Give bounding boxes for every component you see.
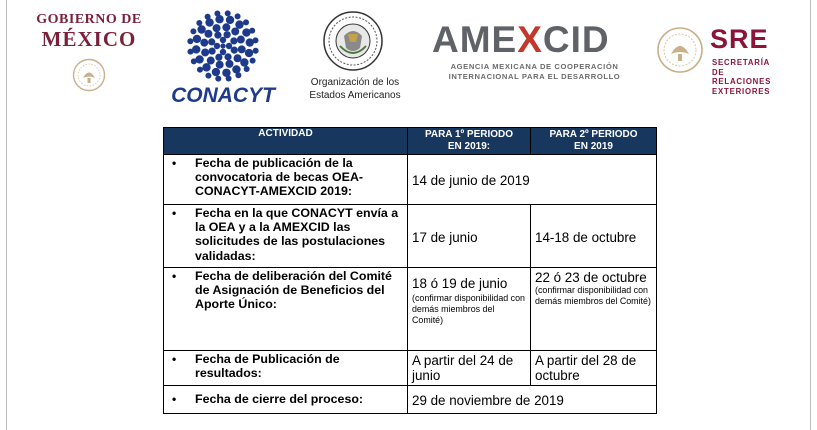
date-period-2-text: 22 ó 23 de octubre [535, 270, 647, 285]
oea-seal-icon [320, 10, 386, 72]
conacyt-dot [235, 72, 241, 78]
conacyt-dot [220, 43, 225, 48]
activity-cell [164, 268, 408, 351]
table-row [164, 155, 657, 205]
conacyt-dot [250, 58, 256, 64]
conacyt-dot [222, 23, 230, 31]
conacyt-dot [225, 60, 233, 68]
amexcid-subtitle-2: INTERNACIONAL PARA EL DESARROLLO [448, 72, 621, 81]
conacyt-dot [238, 45, 246, 53]
conacyt-dot [240, 58, 248, 66]
sre-subtitle-1: SECRETARÍA DE [712, 58, 770, 77]
conacyt-dot [224, 53, 231, 60]
gobierno-de-mexico-logo [36, 12, 142, 50]
mexico-eagle-seal-icon [72, 58, 106, 92]
conacyt-dot [224, 31, 231, 38]
conacyt-dot [214, 10, 220, 16]
conacyt-dot [226, 16, 234, 24]
conacyt-dot [215, 54, 222, 61]
conacyt-dot [231, 27, 239, 35]
sre-logo-subtitle [712, 58, 782, 96]
amexcid-text-a: AME [432, 19, 518, 60]
header-period-1: PARA 1º PERIODO EN 2019: [408, 128, 531, 155]
conacyt-dot [215, 76, 221, 82]
activity-cell [164, 155, 408, 205]
activity-text: Fecha en la que CONACYT envía a la OEA y a la AMEXCID las solicitudes de las postulaciones validadas: [195, 206, 399, 263]
sre-eagle-seal-icon [656, 26, 704, 74]
conacyt-dot [208, 38, 215, 45]
conacyt-logo-text: CONACYT [171, 84, 275, 107]
conacyt-dot [197, 25, 205, 33]
date-period-1-cell: A partir del 24 de junio [408, 351, 531, 386]
bullet-icon: • [172, 269, 177, 283]
sre-subtitle-2: RELACIONES [712, 77, 772, 86]
conacyt-dot [235, 13, 241, 19]
date-period-1-note: (confirmar disponibilidad con demás miembros del Comité) [412, 293, 525, 325]
conacyt-dot [193, 35, 201, 43]
conacyt-dot [209, 47, 216, 54]
date-period-2-note: (confirmar disponibilidad con demás miembros del Comité) [535, 285, 651, 306]
date-merged-cell: 29 de noviembre de 2019 [408, 386, 657, 414]
amexcid-logo [432, 20, 637, 82]
oea-logo-text: Organización de los Estados Americanos [309, 77, 401, 101]
conacyt-dot [253, 37, 259, 43]
conacyt-dot [231, 47, 238, 54]
conacyt-dot [245, 49, 253, 57]
conacyt-dot [202, 63, 210, 71]
conacyt-dot [249, 28, 255, 34]
page-border-left [6, 0, 7, 430]
conacyt-dot [253, 48, 259, 54]
bullet-icon: • [172, 156, 177, 170]
conacyt-dot [187, 49, 193, 55]
date-period-1-cell [408, 268, 531, 351]
date-period-1-text: 18 ó 19 de junio [412, 276, 508, 291]
table-row [164, 351, 657, 386]
conacyt-dot [216, 61, 224, 69]
conacyt-dot [195, 55, 203, 63]
activity-text: Fecha de publicación de la convocatoria de becas OEA-CONACYT-AMEXCID 2019: [195, 156, 364, 199]
activity-text: Fecha de deliberación del Comité de Asignación de Beneficios del Aporte Único: [195, 269, 392, 312]
conacyt-dot [213, 24, 221, 32]
conacyt-dot [234, 54, 242, 62]
conacyt-dot [196, 20, 202, 26]
sre-subtitle-3: EXTERIORES [712, 86, 771, 96]
table-row [164, 205, 657, 268]
conacyt-dot [205, 18, 213, 26]
header-period-2: PARA 2º PERIODO EN 2019 [531, 128, 657, 155]
conacyt-dot [225, 10, 231, 16]
activity-text: Fecha de Publicación de resultados: [195, 352, 340, 381]
conacyt-dot [232, 65, 240, 73]
conacyt-dot [197, 67, 203, 73]
bullet-icon: • [172, 206, 177, 220]
date-period-2-cell [531, 268, 657, 351]
page-border-right [810, 0, 811, 430]
table-header-row [164, 128, 657, 155]
conacyt-dot [205, 14, 211, 20]
activity-cell [164, 351, 408, 386]
conacyt-dot [201, 48, 209, 56]
schedule-table [163, 127, 657, 414]
conacyt-dot [187, 38, 193, 44]
activity-cell [164, 386, 408, 414]
conacyt-dot [190, 28, 196, 34]
date-period-2-cell: 14-18 de octubre [531, 205, 657, 268]
conacyt-dot [205, 73, 211, 79]
conacyt-dot [207, 57, 215, 65]
date-merged-cell: 14 de junio de 2019 [408, 155, 657, 205]
conacyt-dot [243, 19, 249, 25]
amexcid-text-x: X [517, 19, 543, 60]
conacyt-dot [200, 39, 208, 47]
conacyt-dots-icon [186, 10, 260, 82]
activity-text: Fecha de cierre del proceso: [195, 392, 364, 407]
conacyt-dot [204, 30, 212, 38]
conacyt-dot [244, 66, 250, 72]
table-row [164, 268, 657, 351]
date-period-2-cell: A partir del 28 de octubre [531, 351, 657, 386]
header-actividad: ACTIVIDAD [164, 128, 408, 155]
date-period-1-cell: 17 de junio [408, 205, 531, 268]
conacyt-dot [242, 28, 250, 36]
amexcid-subtitle-1: AGENCIA MEXICANA DE COOPERACIÓN [450, 62, 619, 71]
activity-cell [164, 205, 408, 268]
conacyt-dot [235, 20, 243, 28]
conacyt-dot [191, 58, 197, 64]
amexcid-text-b: CID [542, 19, 610, 60]
table-row [164, 386, 657, 414]
sre-logo-text: SRE [710, 24, 769, 54]
amexcid-logo-text [432, 20, 637, 60]
conacyt-dot [212, 68, 220, 76]
conacyt-dot [237, 36, 245, 44]
conacyt-dot [214, 32, 221, 39]
bullet-icon: • [172, 352, 177, 366]
bullet-icon: • [172, 392, 177, 406]
gobierno-logo-line1: GOBIERNO DE [36, 12, 142, 27]
gobierno-logo-line2: MÉXICO [41, 27, 137, 51]
conacyt-dot [226, 76, 232, 82]
conacyt-dot [230, 37, 237, 44]
